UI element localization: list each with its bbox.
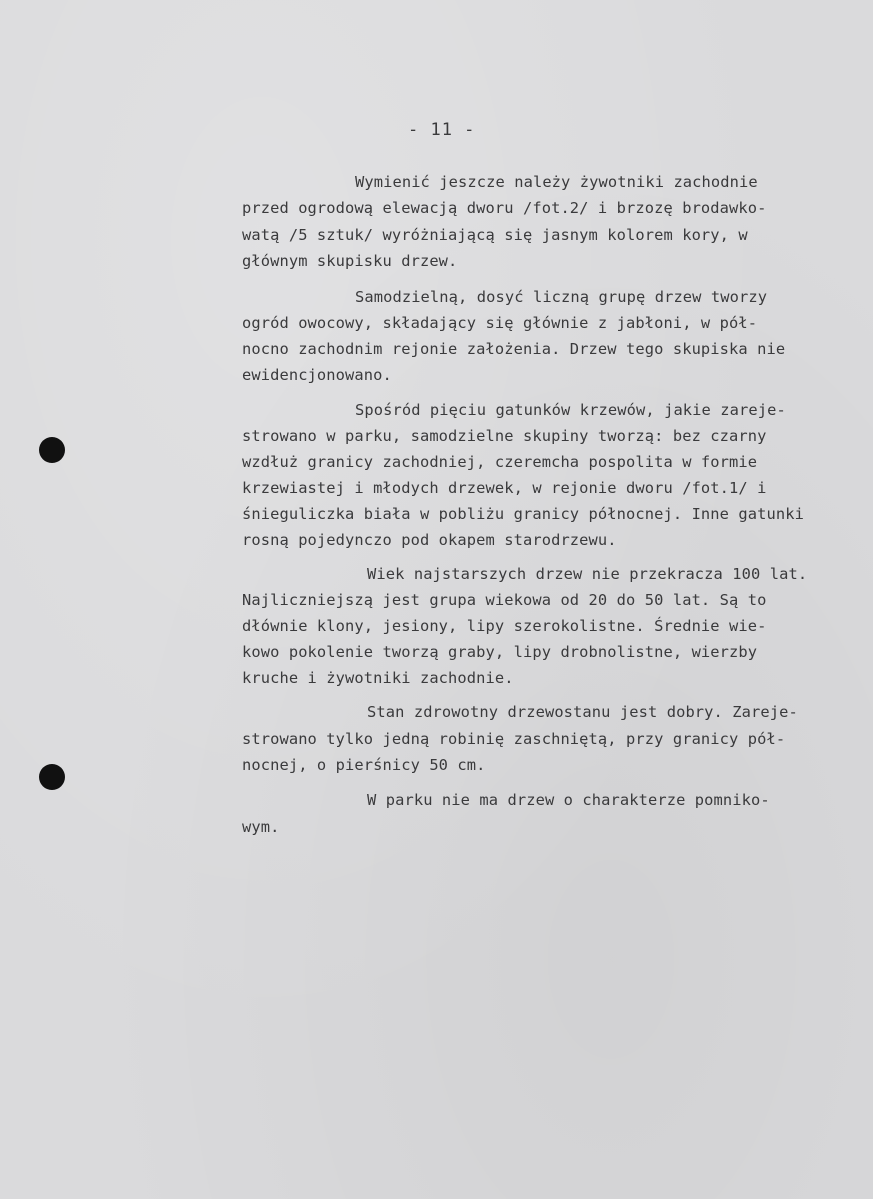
paragraph-4-line-1: Wiek najstarszych drzew nie przekracza 100 lat. [367,565,808,583]
paragraph-5-line-3: nocnej, o pierśnicy 50 cm. [242,756,486,774]
paragraph-5-line-1: Stan zdrowotny drzewostanu jest dobry. Zareje- [367,703,798,721]
paragraph-2-line-4: ewidencjonowano. [242,366,392,384]
paragraph-1-line-3: watą /5 sztuk/ wyróżniającą się jasnym kolorem kory, w [242,226,748,244]
paragraph-6-line-1: W parku nie ma drzew o charakterze pomniko- [367,791,770,809]
paragraph-1-line-2: przed ogrodową elewacją dworu /fot.2/ i brzozę brodawko- [242,199,767,217]
punch-hole-top [39,437,65,463]
page-number: - 11 - [408,120,476,140]
paragraph-6-line-2: wym. [242,818,280,836]
paragraph-1-line-4: głównym skupisku drzew. [242,252,458,270]
paragraph-3-line-3: wzdłuż granicy zachodniej, czeremcha pospolita w formie [242,453,758,471]
punch-hole-bottom [39,764,65,790]
paragraph-3-line-5: śnieguliczka biała w pobliżu granicy północnej. Inne gatunki [242,505,804,523]
paragraph-4-line-2: Najliczniejszą jest grupa wiekowa od 20 do 50 lat. Są to [242,591,767,609]
paragraph-3-line-2: strowano w parku, samodzielne skupiny tworzą: bez czarny [242,427,767,445]
paragraph-1-line-1: Wymienić jeszcze należy żywotniki zachodnie [355,173,758,191]
paragraph-3-line-6: rosną pojedynczo pod okapem starodrzewu. [242,531,617,549]
paragraph-2-line-1: Samodzielną, dosyć liczną grupę drzew tworzy [355,288,768,306]
paragraph-3-line-4: krzewiastej i młodych drzewek, w rejonie dworu /fot.1/ i [242,479,767,497]
paragraph-3-line-1: Spośród pięciu gatunków krzewów, jakie zareje- [355,401,786,419]
paragraph-5-line-2: strowano tylko jedną robinię zaschniętą, przy granicy pół- [242,730,786,748]
paragraph-4-line-5: kruche i żywotniki zachodnie. [242,669,514,687]
paragraph-4-line-4: kowo pokolenie tworzą graby, lipy drobnolistne, wierzby [242,643,758,661]
paragraph-4-line-3: dłównie klony, jesiony, lipy szerokolistne. Średnie wie- [242,617,767,635]
paragraph-2-line-3: nocno zachodnim rejonie założenia. Drzew tego skupiska nie [242,340,786,358]
paragraph-2-line-2: ogród owocowy, składający się głównie z jabłoni, w pół- [242,314,758,332]
